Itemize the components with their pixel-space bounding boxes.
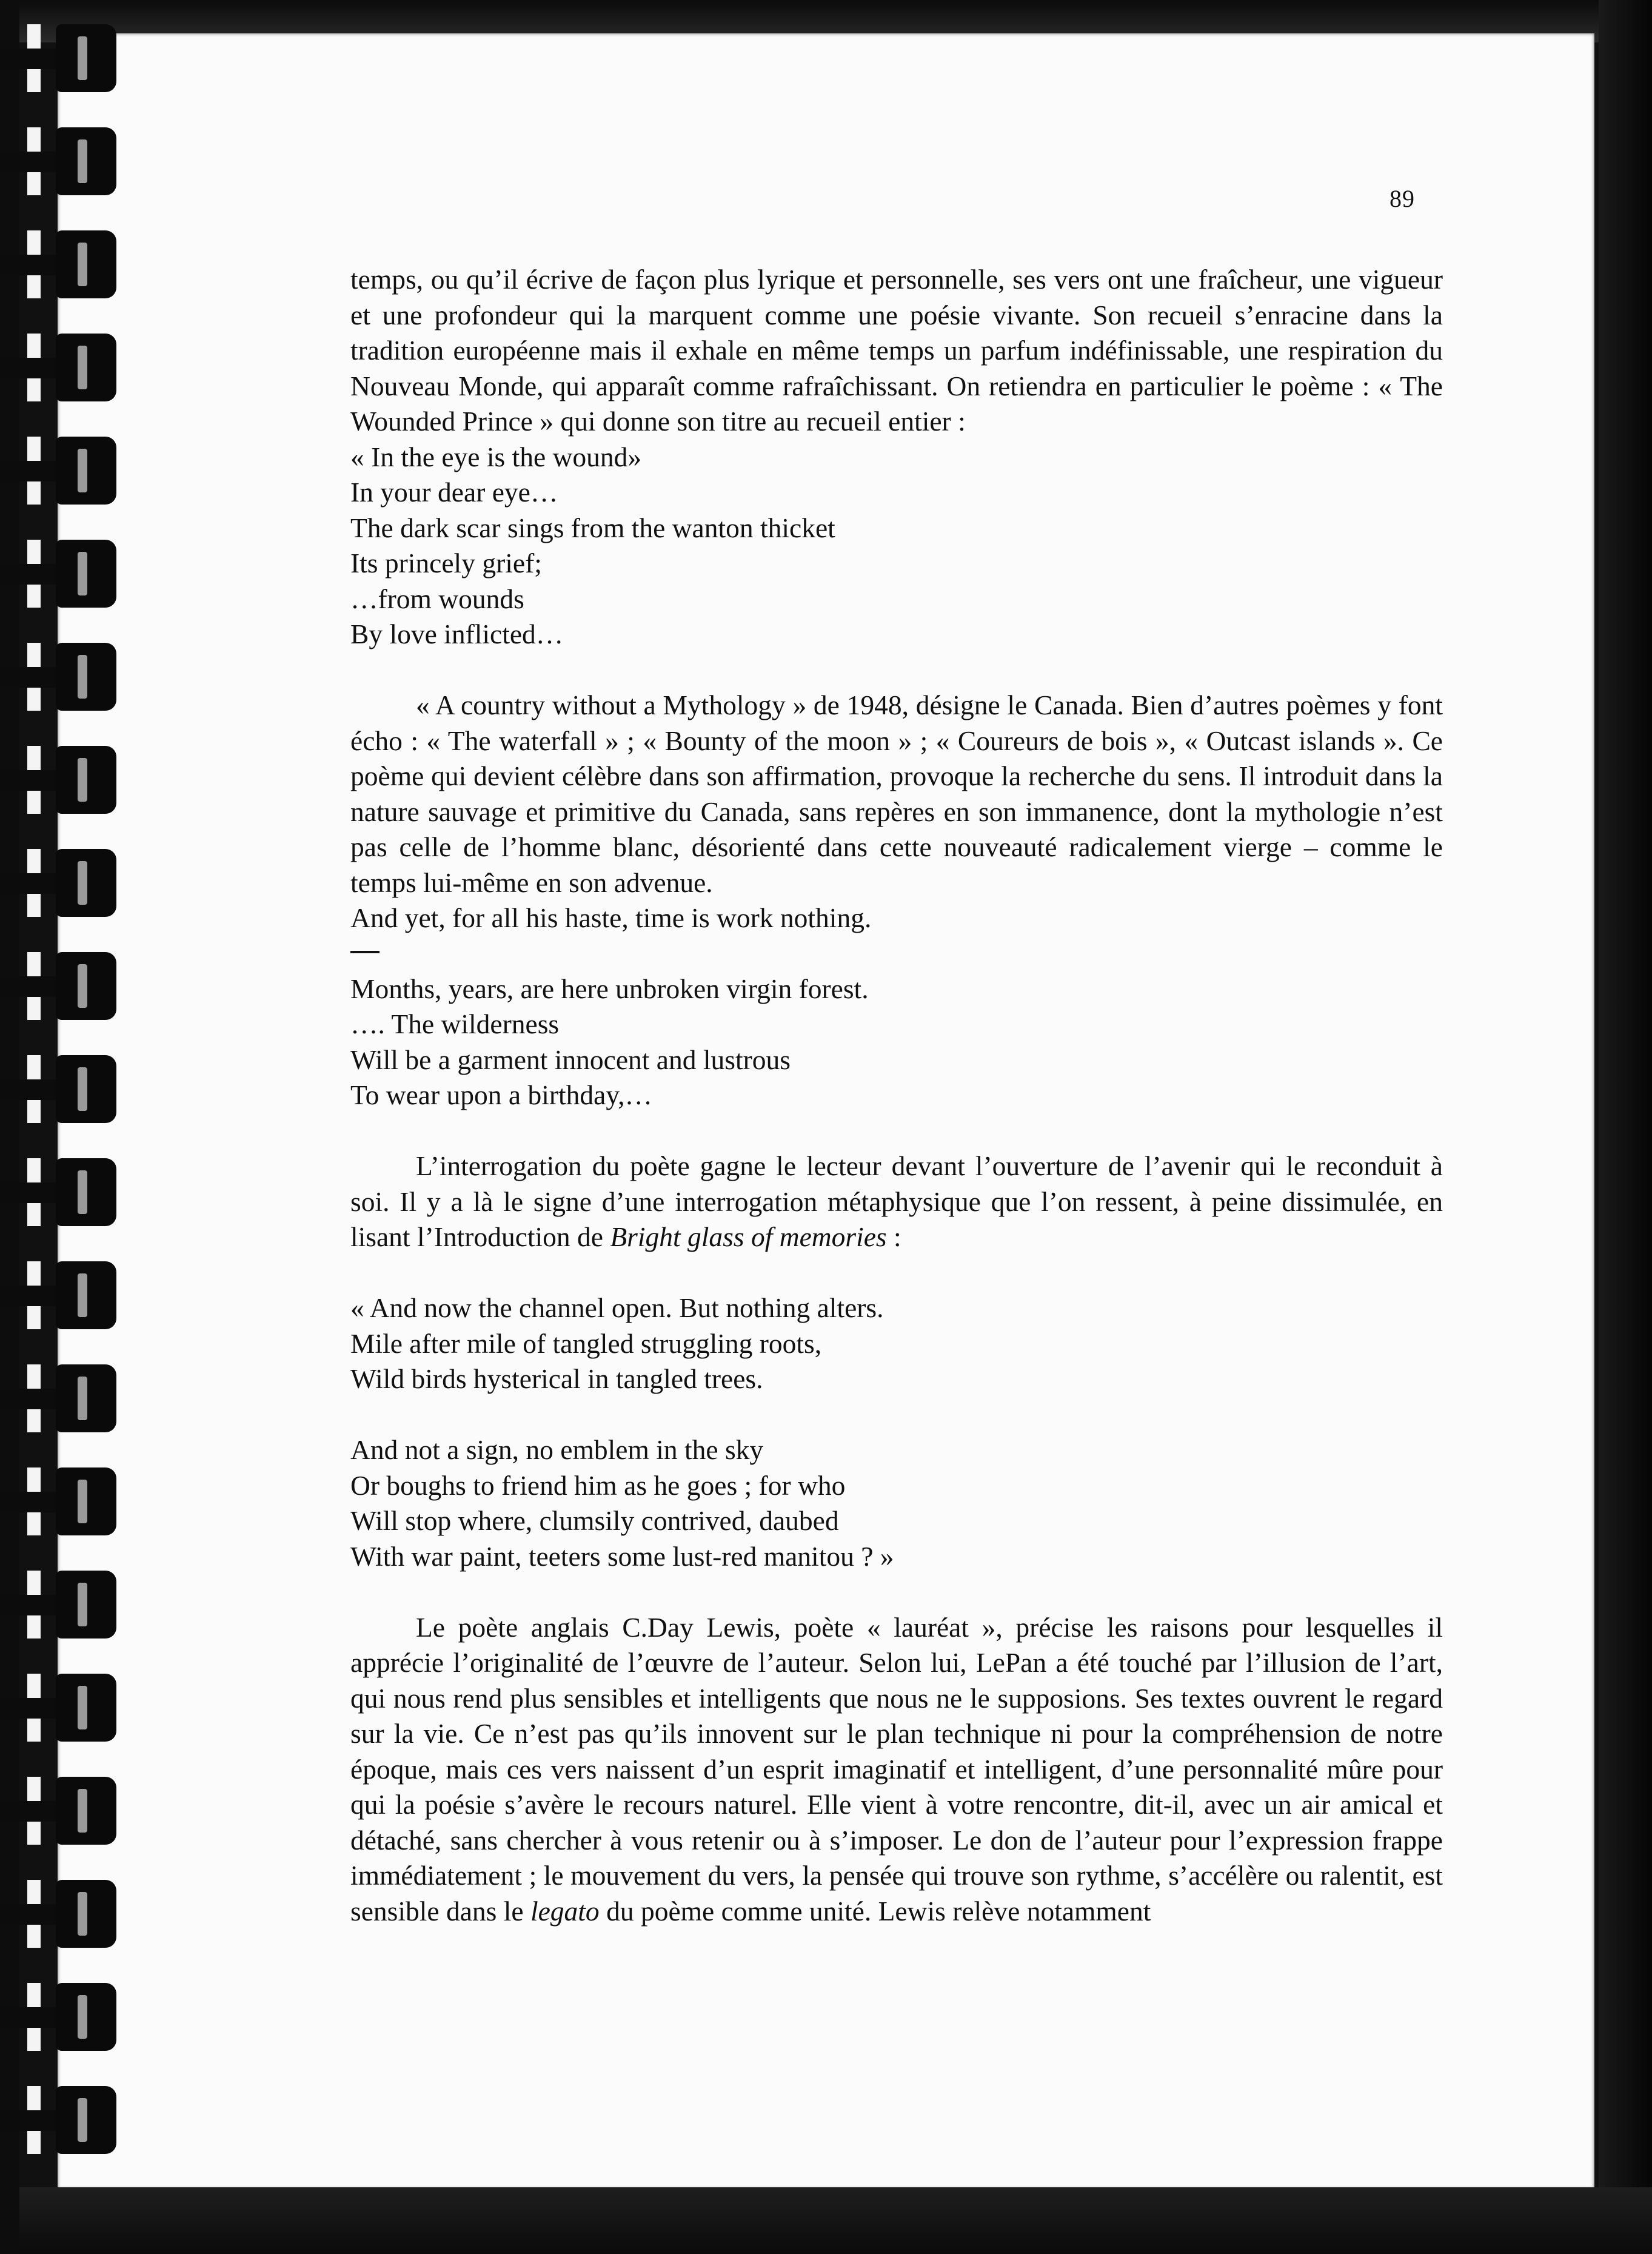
binding-ring (0, 1777, 121, 1845)
poem-line: And not a sign, no emblem in the sky (350, 1434, 764, 1465)
poem-line: Months, years, are here unbroken virgin forest. (350, 973, 869, 1004)
binding-ring (0, 1158, 121, 1226)
binding-ring (0, 849, 121, 917)
binding-ring (0, 1364, 121, 1432)
poem-line: « And now the channel open. But nothing alters. (350, 1292, 884, 1323)
paragraph-continuation: temps, ou qu’il écrive de façon plus lyrique et personnelle, ses vers ont une fraîcheur, une vigueur et une profondeur qui la marquent comme une poésie vivante. Son recueil s’enracine dans la tradition européenne mais il exhale en même temps un parfum indéfinissable, une respiration du Nouveau Monde, qui apparaît comme rafraîchissant. On retiendra en particulier le poème : « The Wounded Prince » qui donne son titre au recueil entier : (350, 264, 1443, 437)
paragraph-country-without-mythology: « A country without a Mythology » de 1948, désigne le Canada. Bien d’autres poèmes y font écho : « The waterfall » ; « Bounty of the moon » ; « Coureurs de bois », « Outcast islands ». Ce poème qui devient célèbre dans son affirmation, provoque la recherche du sens. Il introduit dans la nature sauvage et primitive du Canada, sans repères en son immanence, dont la mythologie n’est pas celle de l’homme blanc, désorienté dans cette nouveauté radicalement vierge – comme le temps lui-même en son advenue. (350, 689, 1443, 898)
poem-country-without-mythology (350, 901, 1443, 1113)
poem-line: By love inflicted… (350, 619, 564, 649)
spiral-binding (0, 0, 124, 2254)
paragraph-text: : (886, 1221, 901, 1252)
poem-line: …. The wilderness (350, 1008, 560, 1039)
binding-ring (0, 1674, 121, 1742)
binding-ring (0, 2086, 121, 2154)
paragraph-text: L’interrogation du poète gagne le lecteur devant l’ouverture de l’avenir qui le reconduit à soi. Il y a là le signe d’une interrogation métaphysique que l’on ressent, à peine dissimulée, en lisant l’Introduction de (350, 1150, 1443, 1252)
binding-ring (0, 952, 121, 1020)
scan-border-right (1599, 0, 1652, 2254)
binding-ring (0, 127, 121, 195)
binding-ring (0, 230, 121, 298)
body-text (350, 262, 1443, 1929)
book-title: Bright glass of memories (610, 1221, 887, 1252)
binding-ring (0, 1467, 121, 1535)
binding-ring (0, 1983, 121, 2051)
binding-ring (0, 1261, 121, 1329)
poem-line: Its princely grief; (350, 548, 542, 579)
paragraph-interrogation (350, 1149, 1443, 1255)
em-dash-separator (350, 951, 380, 953)
scan-border-bottom (0, 2187, 1652, 2254)
binding-ring (0, 1880, 121, 1948)
paragraph-text: du poème comme unité. Lewis relève notamment (599, 1895, 1151, 1927)
binding-ring (0, 540, 121, 608)
poem-line: Or boughs to friend him as he goes ; for who (350, 1469, 846, 1501)
poem-line: In your dear eye… (350, 477, 558, 508)
poem-line: Mile after mile of tangled struggling roots, (350, 1327, 822, 1359)
binding-ring (0, 24, 121, 92)
binding-ring (0, 437, 121, 505)
poem-line: To wear upon a birthday,… (350, 1079, 653, 1110)
binding-ring (0, 1055, 121, 1123)
binding-ring (0, 334, 121, 401)
poem-line: The dark scar sings from the wanton thicket (350, 512, 835, 543)
binding-ring (0, 643, 121, 711)
poem-line: And yet, for all his haste, time is work nothing. (350, 902, 872, 933)
poem-line: …from wounds (350, 583, 524, 614)
poem-line: Will be a garment innocent and lustrous (350, 1044, 791, 1075)
poem-wounded-prince (350, 440, 1443, 652)
page-number: 89 (1389, 185, 1415, 212)
paragraph-text: Le poète anglais C.Day Lewis, poète « lauréat », précise les raisons pour lesquelles il apprécie l’originalité de l’œuvre de l’auteur. Selon lui, LePan a été touché par l’illusion de l’art, qui nous rend plus sensibles et intelligents que nous ne le supposions. Ses textes ouvrent le regard sur la vie. Ce n’est pas qu’ils innovent sur le plan technique ni pour la compréhension de notre époque, mais ces vers naissent d’un esprit imaginatif et intelligent, d’une personnalité mûre pour qui la poésie s’avère le recours naturel. Elle vient à votre rencontre, dit-il, avec un air amical et détaché, sans chercher à vous retenir ou à s’imposer. Le don de l’auteur pour l’expression frappe immédiatement ; le mouvement du vers, la pensée qui trouve son rythme, s’accélère ou ralentit, est sensible dans le (350, 1611, 1443, 1927)
poem-line: With war paint, teeters some lust-red manitou ? » (350, 1540, 894, 1572)
poem-line: « In the eye is the wound» (350, 441, 642, 472)
italic-term: legato (530, 1895, 600, 1927)
poem-line: Wild birds hysterical in tangled trees. (350, 1363, 763, 1394)
poem-line: Will stop where, clumsily contrived, daubed (350, 1505, 839, 1536)
poem-bright-glass (350, 1290, 1443, 1574)
binding-ring (0, 1571, 121, 1639)
binding-ring (0, 746, 121, 814)
paragraph-day-lewis (350, 1610, 1443, 1930)
